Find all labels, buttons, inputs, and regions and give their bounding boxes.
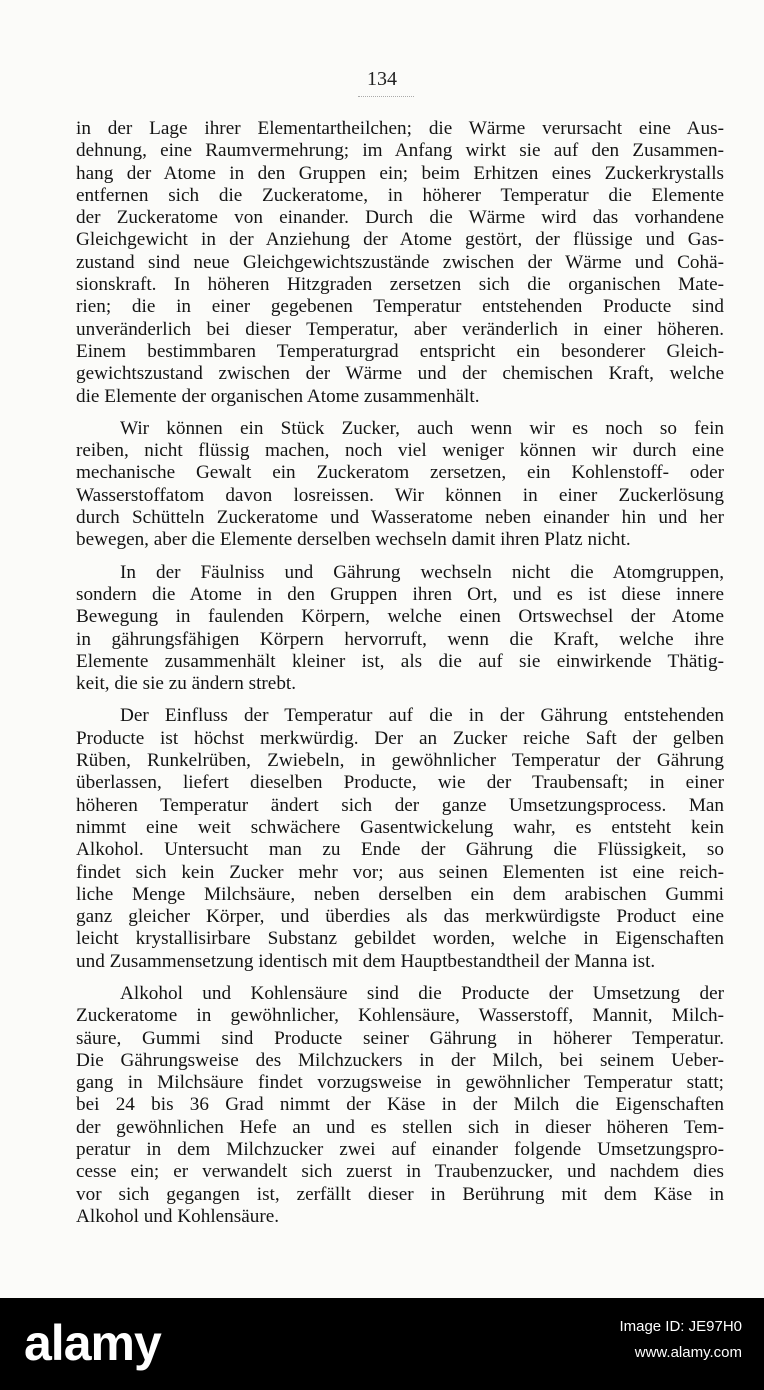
text-line: unveränderlich bei dieser Temperatur, aber veränderlich in einer höheren. bbox=[76, 318, 724, 340]
text-line: dehnung, eine Raumvermehrung; im Anfang wirkt sie auf den Zusammen- bbox=[76, 140, 724, 162]
paragraph bbox=[76, 983, 724, 1228]
text-line: leicht krystallisirbare Substanz gebildet worden, welche in Eigenschaften bbox=[76, 928, 724, 950]
text-line: cesse ein; er verwandelt sich zuerst in Traubenzucker, und nachdem dies bbox=[76, 1161, 724, 1183]
text-line: Bewegung in faulenden Körpern, welche einen Ortswechsel der Atome bbox=[76, 606, 724, 628]
paragraph bbox=[76, 562, 724, 696]
watermark-footer-bar bbox=[0, 1298, 764, 1390]
text-line: Einem bestimmbaren Temperaturgrad entspricht ein besonderer Gleich- bbox=[76, 340, 724, 362]
paragraph bbox=[76, 118, 724, 408]
watermark-url: www.alamy.com bbox=[634, 1344, 742, 1361]
text-line: Alkohol und Kohlensäure. bbox=[76, 1205, 280, 1227]
body-text bbox=[76, 118, 724, 1228]
text-line: in der Lage ihrer Elementartheilchen; die Wärme verursacht eine Aus- bbox=[76, 118, 724, 139]
text-line: die Elemente der organischen Atome zusammenhält. bbox=[76, 385, 480, 407]
paragraph bbox=[76, 705, 724, 973]
page-number: 134 bbox=[367, 68, 397, 90]
page-number-rule bbox=[358, 96, 414, 97]
text-line: Wir können ein Stück Zucker, auch wenn wir es noch so fein bbox=[120, 417, 724, 439]
text-line: sondern die Atome in den Gruppen ihren Ort, und es ist diese innere bbox=[76, 583, 724, 605]
text-line: Rüben, Runkelrüben, Zwiebeln, in gewöhnlicher Temperatur der Gährung bbox=[76, 750, 724, 772]
text-line: keit, die sie zu ändern strebt. bbox=[76, 673, 297, 695]
text-line: hang der Atome in den Gruppen ein; beim Erhitzen eines Zuckerkrystalls bbox=[76, 162, 724, 184]
text-line: peratur in dem Milchzucker zwei auf einander folgende Umsetzungspro- bbox=[76, 1139, 724, 1161]
text-line: Alkohol und Kohlensäure sind die Producte der Umsetzung der bbox=[120, 982, 724, 1004]
text-line: überlassen, liefert dieselben Producte, wie der Traubensaft; in einer bbox=[76, 772, 724, 794]
text-line: ganz gleicher Körper, und überdies als das merkwürdigste Product eine bbox=[76, 906, 724, 928]
text-line: In der Fäulniss und Gährung wechseln nicht die Atomgruppen, bbox=[120, 561, 724, 583]
text-line: sionskraft. In höheren Hitzgraden zersetzen sich die organischen Mate- bbox=[76, 274, 724, 296]
text-line: bei 24 bis 36 Grad nimmt der Käse in der Milch die Eigenschaften bbox=[76, 1094, 724, 1116]
text-line: Der Einfluss der Temperatur auf die in der Gährung entstehenden bbox=[120, 705, 724, 727]
text-line: Gleichgewicht in der Anziehung der Atome gestört, der flüssige und Gas- bbox=[76, 229, 724, 251]
text-line: säure, Gummi sind Producte seiner Gährung in höherer Temperatur. bbox=[76, 1027, 724, 1049]
alamy-logo: alamy bbox=[24, 1315, 161, 1371]
text-line: der Zuckeratome von einander. Durch die Wärme wird das vorhandene bbox=[76, 207, 724, 229]
text-line: entfernen sich die Zuckeratome, in höherer Temperatur die Elemente bbox=[76, 184, 724, 206]
paragraph-gap bbox=[76, 695, 724, 705]
text-line: liche Menge Milchsäure, neben derselben ein dem arabischen Gummi bbox=[76, 883, 724, 905]
text-line: findet sich kein Zucker mehr vor; aus seinen Elementen ist eine reich- bbox=[76, 861, 724, 883]
text-line: gewichtszustand zwischen der Wärme und der chemischen Kraft, welche bbox=[76, 363, 724, 385]
text-line: Producte ist höchst merkwürdig. Der an Zucker reiche Saft der gelben bbox=[76, 727, 724, 749]
paragraph-gap bbox=[76, 973, 724, 983]
paragraph-gap bbox=[76, 552, 724, 562]
image-id-label: Image ID: JE97H0 bbox=[619, 1318, 742, 1335]
text-line: zustand sind neue Gleichgewichtszustände zwischen der Wärme und Cohä- bbox=[76, 251, 724, 273]
text-line: vor sich gegangen ist, zerfällt dieser in Berührung mit dem Käse in bbox=[76, 1183, 724, 1205]
text-line: reiben, nicht flüssig machen, noch viel weniger können wir durch eine bbox=[76, 440, 724, 462]
text-line: der gewöhnlichen Hefe an und es stellen sich in dieser höheren Tem- bbox=[76, 1116, 724, 1138]
paragraph bbox=[76, 418, 724, 552]
text-line: nimmt eine weit schwächere Gasentwickelung wahr, es entsteht kein bbox=[76, 816, 724, 838]
text-line: rien; die in einer gegebenen Temperatur entstehenden Producte sind bbox=[76, 296, 724, 318]
text-line: und Zusammensetzung identisch mit dem Hauptbestandtheil der Manna ist. bbox=[76, 950, 656, 972]
text-line: mechanische Gewalt ein Zuckeratom zersetzen, ein Kohlenstoff- oder bbox=[76, 462, 724, 484]
text-line: gang in Milchsäure findet vorzugsweise in gewöhnlicher Temperatur statt; bbox=[76, 1072, 724, 1094]
text-line: Zuckeratome in gewöhnlicher, Kohlensäure, Wasserstoff, Mannit, Milch- bbox=[76, 1005, 724, 1027]
paragraph-gap bbox=[76, 408, 724, 418]
text-line: bewegen, aber die Elemente derselben wechseln damit ihren Platz nicht. bbox=[76, 529, 631, 551]
text-line: durch Schütteln Zuckeratome und Wasseratome neben einander hin und her bbox=[76, 507, 724, 529]
text-line: Wasserstoffatom davon losreissen. Wir können in einer Zuckerlösung bbox=[76, 484, 724, 506]
text-line: Die Gährungsweise des Milchzuckers in der Milch, bei seinem Ueber- bbox=[76, 1049, 724, 1071]
text-line: in gährungsfähigen Körpern hervorruft, wenn die Kraft, welche ihre bbox=[76, 628, 724, 650]
text-line: Alkohol. Untersucht man zu Ende der Gährung die Flüssigkeit, so bbox=[76, 839, 724, 861]
text-line: höheren Temperatur ändert sich der ganze Umsetzungsprocess. Man bbox=[76, 794, 724, 816]
text-line: Elemente zusammenhält kleiner ist, als die auf sie einwirkende Thätig- bbox=[76, 650, 724, 672]
